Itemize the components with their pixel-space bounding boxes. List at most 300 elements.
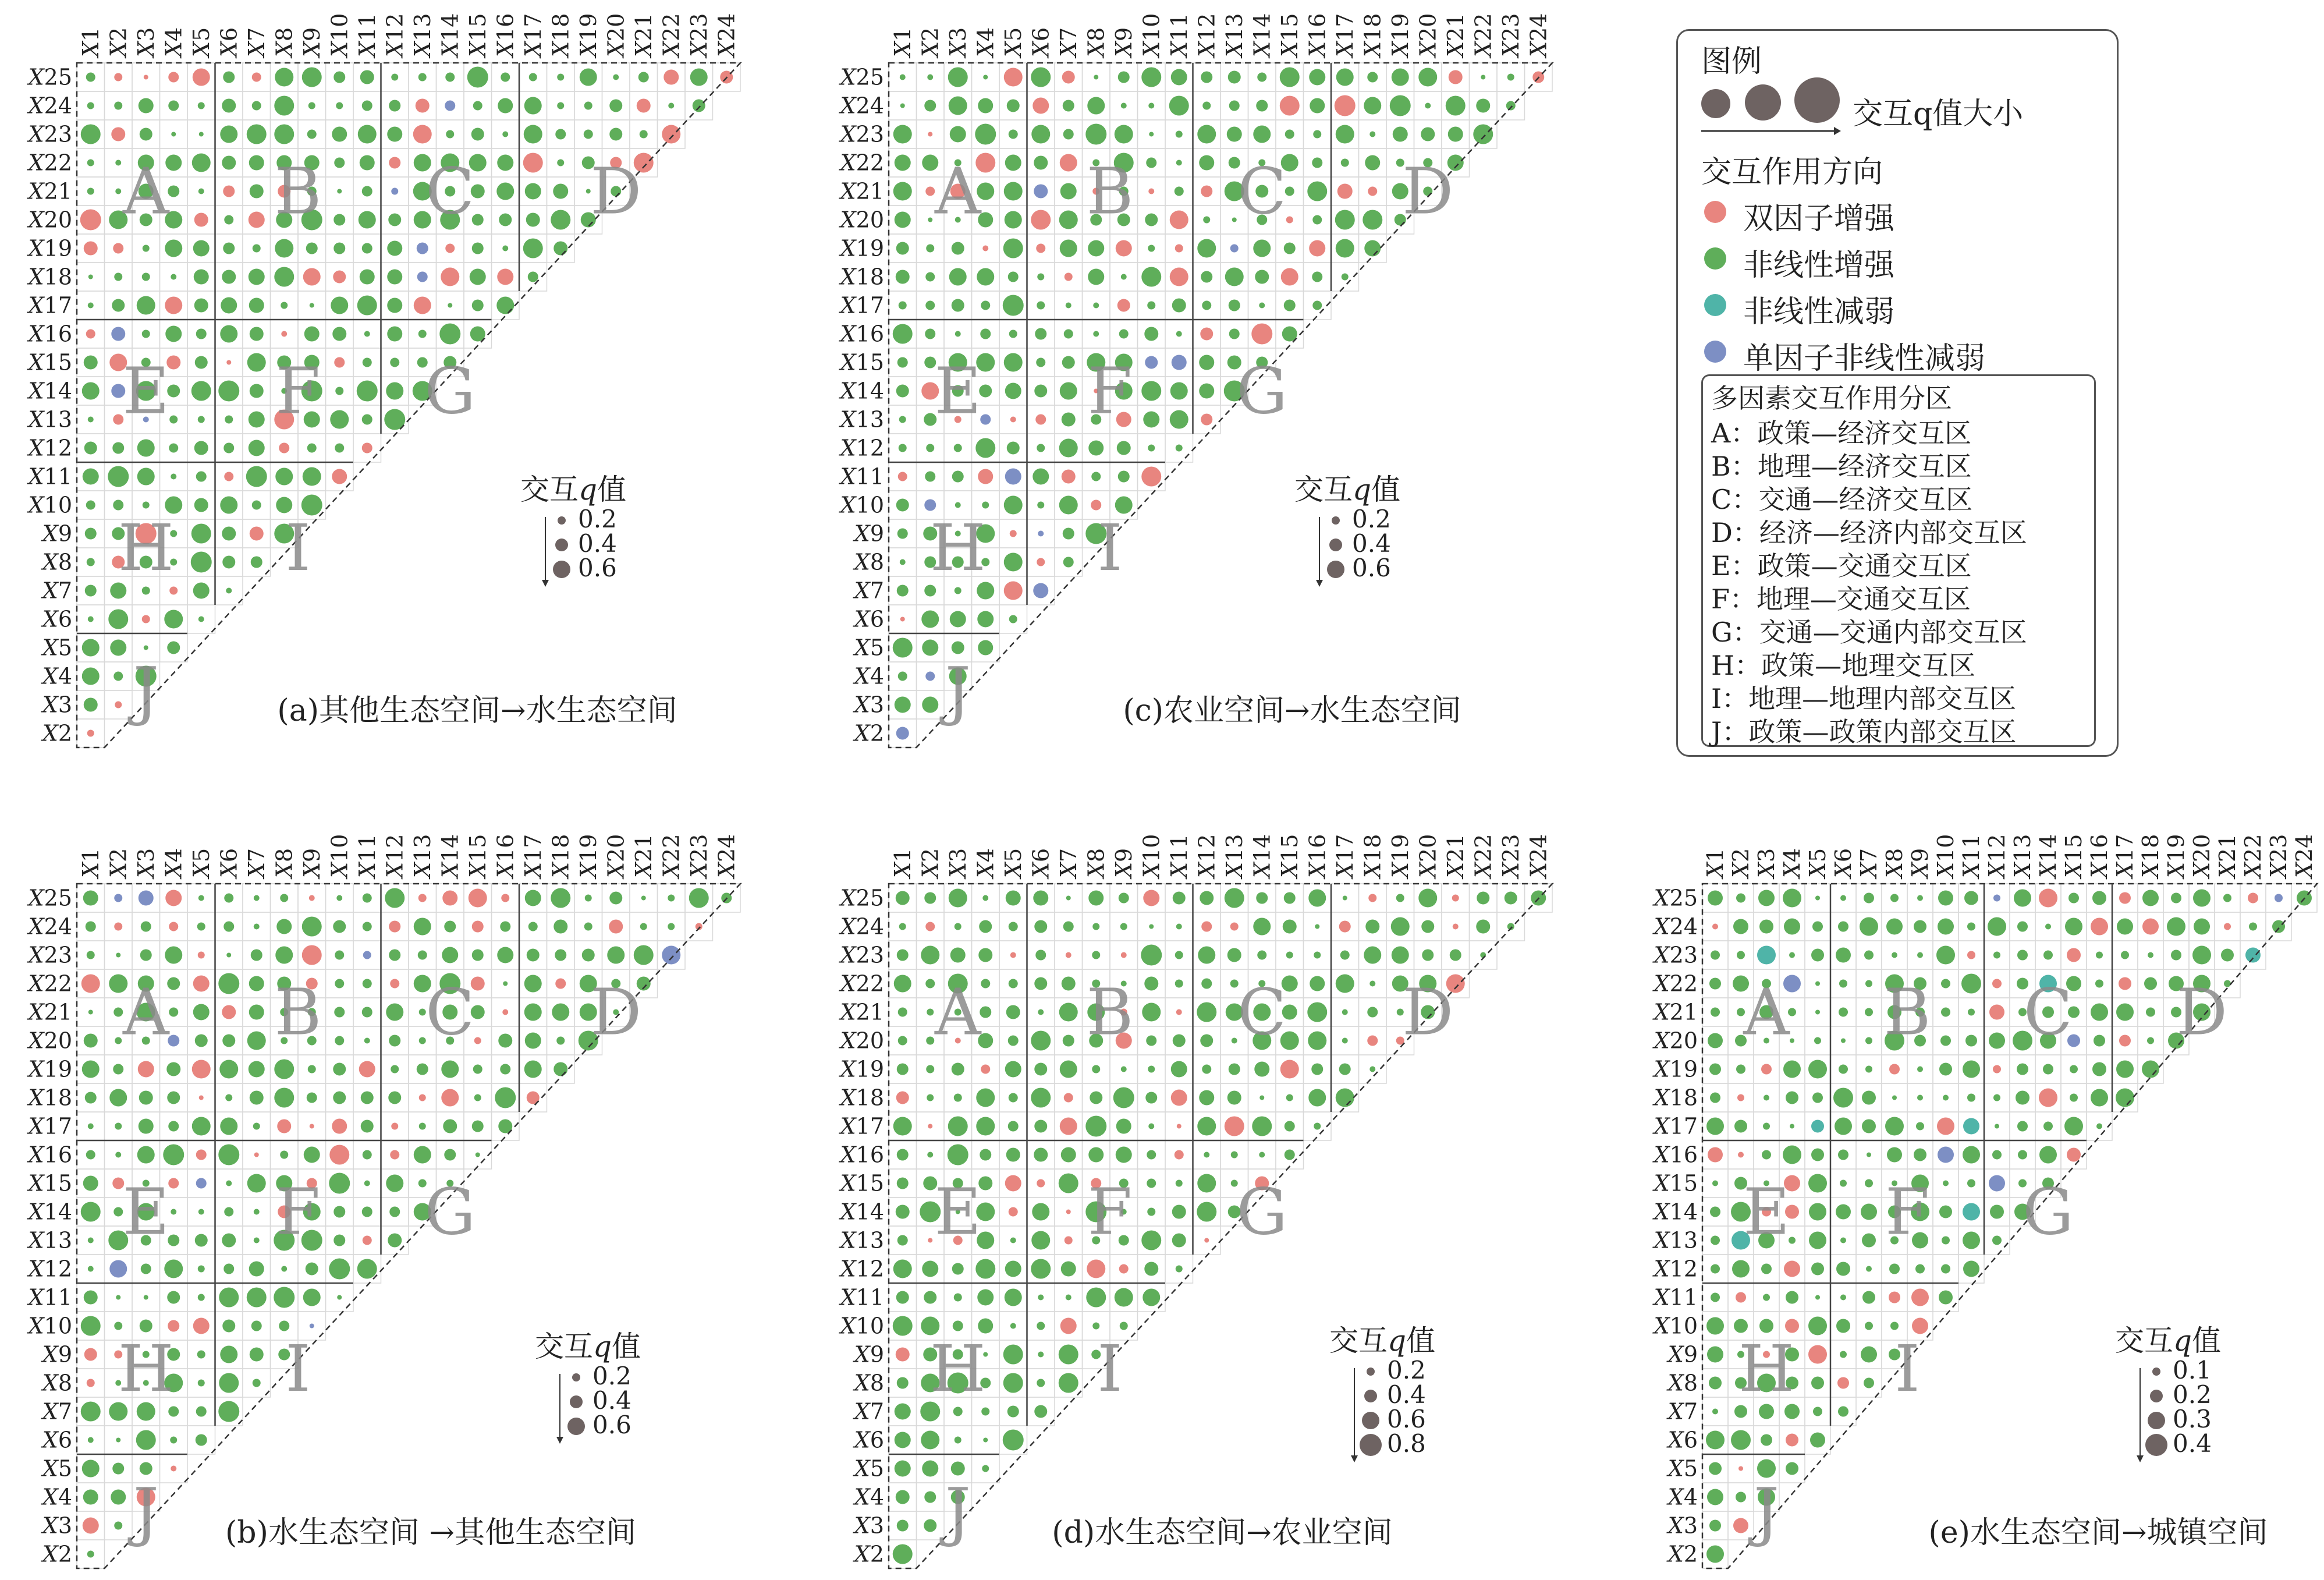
interaction-point	[1091, 500, 1101, 511]
interaction-point	[84, 1034, 98, 1048]
interaction-point	[167, 1291, 180, 1304]
interaction-point	[1225, 268, 1244, 286]
interaction-point	[952, 642, 964, 654]
interaction-point	[1367, 1007, 1378, 1018]
interaction-point	[900, 104, 905, 108]
interaction-point	[922, 1461, 938, 1477]
interaction-point	[976, 1089, 995, 1107]
interaction-point	[1143, 1289, 1160, 1306]
interaction-point	[978, 948, 992, 962]
interaction-point	[1115, 125, 1133, 144]
interaction-point	[1176, 131, 1183, 138]
interaction-point	[1092, 1323, 1099, 1330]
interaction-point	[1200, 1035, 1213, 1047]
panel-caption: (c)农业空间→水生态空间	[1123, 693, 1461, 728]
zone-letter-e: E	[122, 1174, 169, 1249]
interaction-point	[193, 1004, 210, 1021]
interaction-point	[502, 1009, 508, 1015]
interaction-point	[250, 1091, 264, 1105]
interaction-point	[86, 330, 95, 339]
interaction-point	[1865, 1179, 1873, 1188]
interaction-point	[222, 1035, 235, 1047]
interaction-point	[418, 894, 427, 902]
y-tick-label: X10	[840, 492, 884, 518]
interaction-point	[136, 1430, 156, 1450]
interaction-point	[1365, 155, 1380, 171]
interaction-point	[1060, 240, 1077, 257]
interaction-point	[496, 183, 514, 200]
interaction-point	[310, 303, 314, 308]
interaction-point	[893, 1117, 912, 1136]
interaction-point	[1065, 273, 1073, 281]
x-tick-label: X10	[1933, 834, 1958, 878]
interaction-point	[249, 269, 265, 285]
interaction-point	[413, 125, 432, 144]
interaction-point	[1993, 1065, 2001, 1074]
interaction-point	[115, 1037, 122, 1044]
interaction-point	[1031, 125, 1050, 144]
interaction-point	[927, 1152, 933, 1158]
interaction-point	[1761, 1434, 1772, 1446]
interaction-point	[1225, 888, 1244, 908]
interaction-point	[191, 524, 211, 544]
x-tick-label: X8	[271, 848, 297, 878]
interaction-point	[1367, 72, 1378, 83]
x-tick-label: X24	[714, 13, 740, 57]
interaction-point	[474, 1037, 481, 1044]
interaction-point	[1121, 103, 1127, 109]
y-tick-label: X14	[28, 378, 72, 404]
interaction-point	[1862, 1291, 1875, 1304]
interaction-point	[1964, 891, 1978, 905]
interaction-point	[1914, 920, 1926, 933]
interaction-point	[308, 1065, 316, 1074]
interaction-point	[1711, 1008, 1720, 1017]
y-tick-label: X21	[28, 999, 72, 1025]
interaction-point	[417, 1064, 428, 1075]
x-tick-label: X11	[354, 13, 380, 57]
interaction-point	[1172, 299, 1186, 313]
interaction-point	[2275, 894, 2283, 902]
q-legend-title: 交互q值	[1294, 473, 1401, 506]
interaction-point	[895, 212, 911, 228]
x-tick-label: X6	[1028, 848, 1054, 878]
x-tick-label: X20	[2189, 834, 2215, 878]
interaction-point	[1199, 155, 1214, 171]
x-tick-label: X2	[917, 848, 943, 878]
interaction-point	[359, 211, 376, 229]
interaction-point	[1757, 946, 1776, 965]
x-tick-label: X10	[1138, 13, 1165, 57]
interaction-point	[165, 326, 182, 342]
interaction-point	[1007, 100, 1020, 112]
x-tick-label: X4	[161, 848, 187, 878]
interaction-point	[1712, 1181, 1718, 1186]
x-tick-label: X15	[464, 13, 491, 57]
interaction-point	[1967, 923, 1975, 931]
interaction-point	[362, 1007, 372, 1018]
interaction-point	[1364, 947, 1381, 964]
zone-legend	[1701, 374, 2096, 747]
interaction-point	[1941, 979, 1950, 989]
interaction-point	[900, 617, 905, 622]
interaction-point	[501, 73, 510, 82]
interaction-point	[472, 243, 484, 254]
interaction-point	[195, 1035, 208, 1047]
interaction-point	[83, 1518, 99, 1534]
y-tick-label: X2	[42, 720, 72, 746]
legend-title: 图例	[1701, 44, 1762, 79]
interaction-point	[953, 1321, 963, 1331]
interaction-point	[952, 1063, 964, 1076]
interaction-point	[418, 951, 427, 960]
y-tick-label: X17	[28, 292, 72, 318]
interaction-point	[303, 467, 321, 486]
interaction-point	[1173, 1035, 1186, 1047]
interaction-point	[897, 1178, 909, 1189]
interaction-point	[85, 1092, 97, 1104]
x-tick-label: X19	[2163, 834, 2189, 878]
y-tick-label: X15	[840, 349, 884, 375]
interaction-point	[1004, 353, 1023, 372]
y-tick-label: X10	[28, 492, 72, 518]
interaction-point	[498, 1034, 512, 1048]
interaction-point	[525, 1033, 541, 1049]
interaction-point	[387, 327, 402, 342]
interaction-point	[142, 330, 150, 338]
interaction-point	[1176, 924, 1182, 930]
interaction-point	[274, 1088, 294, 1108]
interaction-point	[524, 97, 542, 115]
interaction-point	[525, 183, 541, 200]
interaction-point	[389, 921, 400, 933]
interaction-point	[1037, 558, 1045, 566]
zone-letter-g: G	[424, 353, 476, 428]
interaction-point	[191, 381, 211, 401]
interaction-point	[609, 920, 623, 934]
zone-letter-b: B	[1086, 975, 1134, 1050]
interaction-point	[1259, 1096, 1264, 1100]
interaction-point	[389, 950, 400, 961]
x-tick-label: X9	[1110, 27, 1137, 57]
interaction-point	[194, 299, 208, 313]
interaction-point	[193, 583, 210, 599]
x-tick-label: X20	[603, 834, 629, 878]
interaction-point	[1060, 183, 1077, 200]
interaction-point	[2068, 893, 2079, 904]
interaction-point	[900, 559, 906, 565]
interaction-point	[551, 210, 570, 230]
interaction-point	[81, 1202, 101, 1222]
interaction-point	[1993, 895, 2000, 902]
interaction-point	[363, 951, 371, 959]
zone-letter-a: A	[935, 975, 981, 1050]
interaction-point	[331, 297, 348, 314]
interaction-point	[165, 240, 182, 257]
q-legend-value: 0.6	[1387, 1405, 1426, 1433]
interaction-point	[1064, 1093, 1073, 1103]
interaction-point	[445, 73, 455, 82]
interaction-point	[113, 1064, 123, 1075]
interaction-point	[1059, 1373, 1078, 1393]
interaction-point	[302, 945, 322, 965]
interaction-point	[1008, 1121, 1019, 1132]
interaction-point	[1116, 240, 1132, 257]
y-tick-label: X22	[28, 150, 72, 176]
interaction-point	[925, 301, 935, 310]
interaction-point	[1088, 441, 1104, 456]
interaction-point	[387, 270, 402, 285]
x-tick-label: X13	[1221, 13, 1247, 57]
plot-area	[889, 63, 1552, 748]
interaction-point	[2192, 946, 2211, 965]
interaction-point	[2017, 1121, 2028, 1132]
x-tick-label: X24	[2291, 834, 2317, 878]
interaction-point	[220, 1118, 237, 1135]
interaction-point	[1364, 240, 1381, 257]
interaction-point	[1942, 1237, 1950, 1245]
interaction-point	[253, 245, 261, 253]
interaction-point	[476, 1153, 480, 1157]
interaction-point	[391, 1065, 399, 1074]
zone-letter-c: C	[1237, 975, 1287, 1050]
interaction-point	[165, 947, 182, 964]
panel-e	[1621, 815, 2319, 1580]
interaction-point	[116, 1438, 120, 1443]
interaction-point	[168, 1407, 179, 1417]
interaction-point	[897, 1520, 909, 1532]
interaction-point	[1038, 1352, 1044, 1358]
y-tick-label: X17	[1654, 1113, 1698, 1139]
q-legend-title: 交互q值	[534, 1330, 641, 1363]
interaction-point	[925, 672, 935, 681]
interaction-point	[364, 1181, 370, 1186]
interaction-point	[226, 360, 231, 365]
interaction-point	[250, 527, 264, 541]
y-tick-label: X20	[1654, 1028, 1698, 1054]
interaction-point	[110, 640, 126, 656]
interaction-point	[254, 924, 260, 930]
interaction-point	[1088, 269, 1104, 285]
interaction-point	[1092, 923, 1099, 930]
interaction-point	[978, 469, 993, 484]
interaction-point	[1889, 1064, 1900, 1075]
interaction-point	[84, 442, 97, 455]
interaction-point	[926, 245, 934, 253]
interaction-point	[363, 1236, 372, 1245]
interaction-point	[1176, 1009, 1182, 1015]
interaction-point	[1038, 531, 1044, 537]
interaction-point	[1170, 382, 1188, 400]
interaction-point	[1963, 1203, 1980, 1221]
interaction-point	[1712, 924, 1718, 930]
x-tick-label: X18	[548, 13, 574, 57]
interaction-point	[975, 1259, 995, 1279]
interaction-point	[196, 1407, 207, 1417]
y-tick-label: X4	[42, 663, 72, 689]
y-tick-label: X21	[840, 999, 884, 1025]
interaction-point	[84, 1291, 98, 1305]
interaction-point	[472, 300, 484, 311]
interaction-point	[950, 611, 966, 628]
y-tick-label: X10	[840, 1313, 884, 1339]
y-tick-label: X24	[28, 93, 72, 119]
heatmap-b	[0, 815, 740, 1578]
interaction-point	[1736, 894, 1745, 903]
x-tick-label: X5	[188, 848, 214, 878]
x-tick-label: X11	[1166, 13, 1192, 57]
interaction-point	[978, 640, 993, 656]
interaction-point	[218, 1145, 239, 1165]
interaction-point	[108, 610, 128, 629]
interaction-point	[1736, 1065, 1745, 1074]
interaction-point	[1815, 896, 1820, 901]
interaction-point	[362, 101, 372, 111]
interaction-point	[1201, 922, 1212, 932]
interaction-point	[1989, 1005, 2004, 1020]
interaction-point	[83, 469, 99, 485]
interaction-point	[113, 1008, 123, 1017]
interaction-point	[87, 160, 94, 166]
interaction-point	[1063, 557, 1074, 568]
interaction-point	[1146, 158, 1156, 168]
interaction-point	[169, 922, 178, 931]
interaction-point	[1034, 920, 1047, 933]
x-tick-label: X10	[327, 834, 353, 878]
interaction-point	[2171, 893, 2181, 904]
interaction-point	[1836, 1262, 1850, 1276]
interaction-point	[1093, 331, 1099, 337]
interaction-point	[223, 922, 234, 932]
interaction-point	[1199, 384, 1214, 399]
interaction-point	[1860, 917, 1878, 936]
interaction-point	[417, 272, 428, 282]
interaction-point	[1031, 210, 1051, 230]
interaction-point	[1989, 1033, 2005, 1049]
interaction-point	[1307, 182, 1327, 201]
interaction-point	[1368, 187, 1377, 196]
x-tick-label: X21	[2215, 834, 2240, 878]
interaction-point	[222, 99, 236, 113]
interaction-point	[1283, 920, 1297, 934]
y-tick-label: X21	[840, 178, 884, 204]
interaction-point	[1031, 1231, 1050, 1250]
interaction-point	[308, 102, 315, 109]
interaction-point	[553, 1062, 567, 1076]
interaction-point	[167, 642, 180, 654]
interaction-point	[1811, 949, 1824, 962]
interaction-point	[1119, 330, 1129, 339]
interaction-point	[1840, 895, 1846, 901]
interaction-point	[928, 1238, 932, 1243]
interaction-point	[1259, 303, 1265, 309]
interaction-point	[1121, 274, 1127, 280]
interaction-point	[1143, 890, 1159, 906]
x-tick-label: X6	[1028, 27, 1054, 57]
interaction-point	[1368, 894, 1376, 902]
interaction-point	[1199, 1090, 1214, 1106]
interaction-point	[1005, 1261, 1021, 1277]
y-tick-label: X13	[1654, 1227, 1698, 1253]
interaction-point	[976, 1117, 995, 1136]
interaction-point	[2043, 1064, 2053, 1075]
zone-letter-j: J	[945, 653, 971, 728]
interaction-point	[277, 1120, 291, 1133]
interaction-point	[363, 894, 372, 903]
y-tick-label: X13	[28, 406, 72, 433]
interaction-point	[226, 1181, 232, 1186]
interaction-point	[388, 1092, 401, 1104]
interaction-point	[1171, 1061, 1187, 1078]
interaction-point	[1936, 946, 1955, 965]
x-tick-label: X22	[1470, 13, 1496, 57]
zone-item: E：政策—交通交互区	[1711, 550, 1972, 582]
interaction-point	[171, 474, 176, 480]
interaction-point	[1865, 980, 1872, 987]
interaction-point	[254, 1238, 260, 1244]
interaction-point	[1005, 1175, 1021, 1192]
interaction-point	[1710, 1093, 1720, 1103]
x-tick-label: X22	[2240, 834, 2266, 878]
y-tick-label: X17	[840, 1113, 884, 1139]
zone-letter-h: H	[118, 1331, 174, 1406]
x-tick-label: X3	[945, 27, 971, 57]
interaction-point	[2014, 890, 2031, 907]
interaction-point	[389, 100, 400, 112]
interaction-point	[333, 1063, 346, 1076]
interaction-point	[495, 1087, 516, 1108]
interaction-point	[1038, 1009, 1044, 1015]
interaction-point	[1006, 1005, 1020, 1019]
q-legend-value: 0.3	[2173, 1405, 2212, 1433]
y-tick-label: X8	[854, 1370, 884, 1396]
interaction-point	[2065, 918, 2082, 936]
interaction-point	[1091, 472, 1101, 481]
interaction-point	[84, 1348, 97, 1361]
x-tick-label: X13	[1221, 834, 1247, 878]
interaction-point	[1169, 96, 1189, 116]
interaction-point	[1090, 1092, 1102, 1104]
zone-item: I：地理—地理内部交互区	[1711, 683, 2017, 714]
x-tick-label: X5	[1000, 27, 1026, 57]
interaction-point	[1706, 1317, 1724, 1335]
interaction-point	[81, 125, 101, 144]
interaction-point	[2092, 1062, 2106, 1076]
zone-item: F：地理—交通交互区	[1711, 583, 1971, 615]
interaction-point	[222, 1234, 236, 1248]
interaction-point	[953, 1407, 963, 1416]
interaction-point	[1308, 1032, 1326, 1050]
panel-caption: (a)其他生态空间→水生态空间	[277, 693, 677, 728]
interaction-point	[253, 1379, 261, 1387]
heatmap-e	[1621, 815, 2319, 1578]
interaction-point	[1505, 892, 1517, 905]
x-tick-label: X22	[1470, 834, 1496, 878]
interaction-point	[88, 417, 94, 423]
interaction-point	[111, 127, 125, 141]
interaction-point	[218, 1401, 239, 1422]
x-tick-label: X19	[1387, 13, 1413, 57]
y-tick-label: X19	[1654, 1056, 1698, 1082]
interaction-point	[950, 948, 966, 963]
x-tick-label: X2	[105, 848, 132, 878]
interaction-point	[115, 160, 121, 166]
interaction-point	[112, 442, 124, 454]
interaction-point	[1336, 69, 1354, 86]
interaction-point	[1838, 1150, 1848, 1160]
zone-letter-e: E	[122, 353, 169, 428]
interaction-point	[1840, 1351, 1847, 1358]
